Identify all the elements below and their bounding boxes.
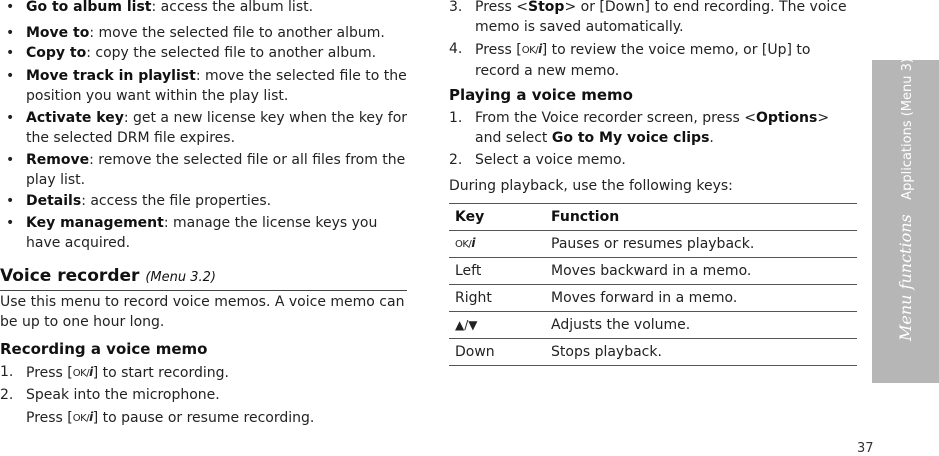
playing-heading: Playing a voice memo xyxy=(449,86,633,104)
intro-text: Use this menu to record voice memos. A voice memo can be up to one hour long. xyxy=(0,294,405,330)
ok-key-icon: OK/i xyxy=(72,365,93,379)
ok-key-icon: OK/i xyxy=(521,42,542,56)
keys-table xyxy=(449,203,857,366)
pause-instruction: Press [OK/i] to pause or resume recording. xyxy=(26,407,406,429)
playback-intro: During playback, use the following keys: xyxy=(449,178,733,194)
table-header-row: Key Function xyxy=(449,204,857,231)
ok-key-icon: OK/i xyxy=(455,236,475,250)
table-row: OK/i Pauses or resumes playback. xyxy=(449,231,857,258)
table-row: ▲/▼ Adjusts the volume. xyxy=(449,312,857,339)
volume-keys-icon: ▲/▼ xyxy=(449,312,545,339)
ok-key-icon: OK/i xyxy=(72,410,93,424)
table-row: Left Moves backward in a memo. xyxy=(449,258,857,285)
step-item: 2. Speak into the microphone. xyxy=(0,387,220,403)
step-item: 1. From the Voice recorder screen, press <Options> and select Go to My voice clips. xyxy=(449,110,830,146)
page-number: 37 xyxy=(857,441,874,456)
chapter-side-tab xyxy=(872,60,939,383)
divider xyxy=(0,290,407,291)
chapter-title: Menu functions xyxy=(896,214,915,341)
step-item: 3. Press <Stop> or [Down] to end recording. The voice memo is saved automatically. xyxy=(449,0,847,35)
step-item: 2. Select a voice memo. xyxy=(449,152,626,168)
section-title: Voice recorder (Menu 3.2) xyxy=(0,266,216,286)
section-label: Applications (Menu 3) xyxy=(900,58,915,200)
recording-heading: Recording a voice memo xyxy=(0,340,208,358)
table-row: Down Stops playback. xyxy=(449,339,857,366)
step-item: 1. Press [OK/i] to start recording. xyxy=(0,362,408,382)
table-row: Right Moves forward in a memo. xyxy=(449,285,857,312)
step-item: 4. Press [OK/i] to review the voice memo, or [Up] to record a new memo. xyxy=(449,41,811,79)
